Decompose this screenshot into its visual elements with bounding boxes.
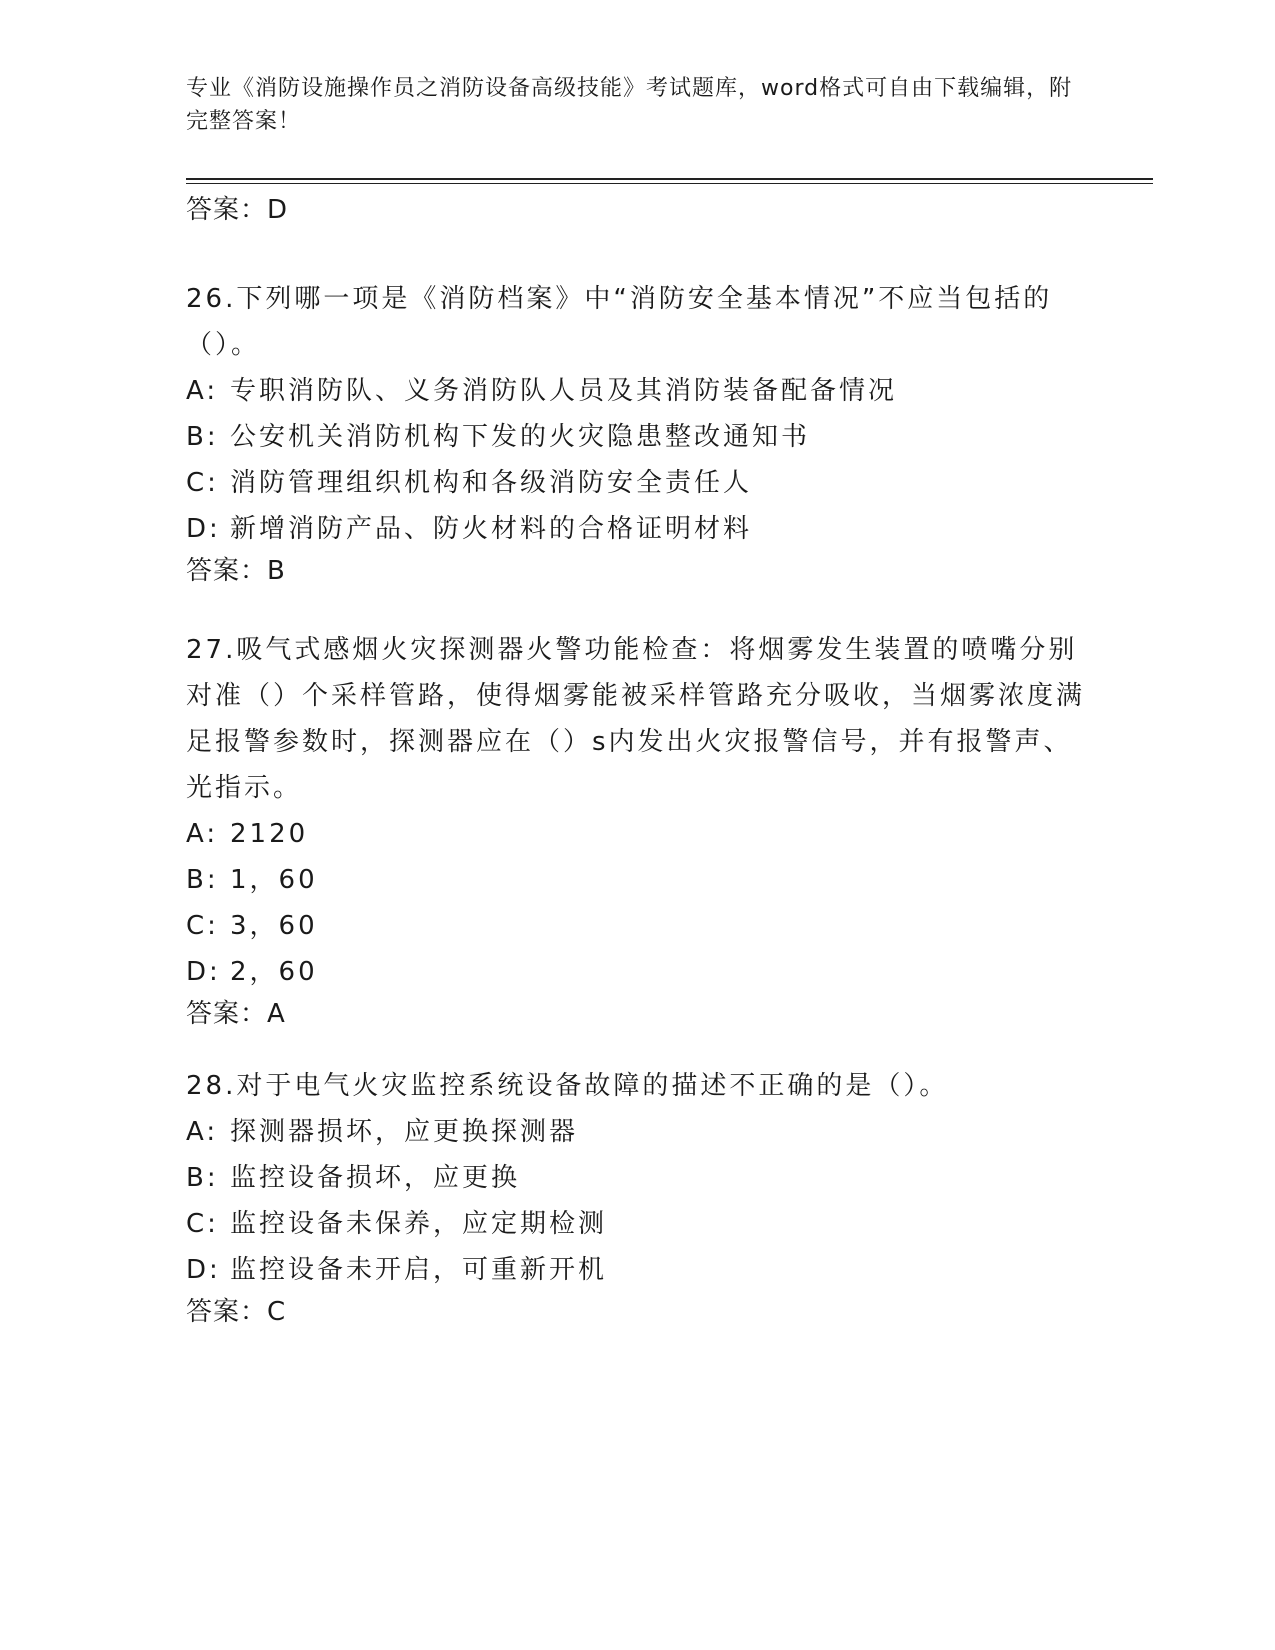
option-letter: B: (186, 865, 219, 895)
option-text: 探测器损坏，应更换探测器 (230, 1117, 579, 1147)
answer-text: 答案：A (186, 999, 286, 1029)
option-d (186, 1247, 1086, 1293)
option-text: 公安机关消防机构下发的火灾隐患整改通知书 (230, 422, 811, 452)
option-text: 监控设备未保养，应定期检测 (230, 1209, 608, 1239)
option-letter: A: (186, 819, 219, 849)
header-intro-text: 专业《消防设施操作员之消防设备高级技能》考试题库，word格式可自由下载编辑，附完整答案！ (186, 76, 1073, 134)
option-letter: D: (186, 957, 221, 987)
option-letter: C: (186, 1209, 219, 1239)
question-text: 27.吸气式感烟火灾探测器火警功能检查：将烟雾发生装置的喷嘴分别对准（）个采样管路，使得烟雾能被采样管路充分吸收，当烟雾浓度满足报警参数时，探测器应在（）s内发出火灾报警信号，并有报警声、光指示。 (186, 635, 1086, 803)
option-text: 消防管理组织机构和各级消防安全责任人 (230, 468, 753, 498)
option-text: 监控设备未开启，可重新开机 (230, 1255, 608, 1285)
option-letter: D: (186, 1255, 221, 1285)
question-block-28 (186, 1063, 1086, 1329)
option-c (186, 903, 1086, 949)
question-block-26 (186, 276, 1086, 588)
option-letter: B: (186, 1163, 219, 1193)
option-c (186, 460, 1086, 506)
option-a (186, 811, 1086, 857)
option-b (186, 857, 1086, 903)
option-letter: D: (186, 514, 221, 544)
option-a (186, 1109, 1086, 1155)
option-text: 2120 (230, 819, 309, 849)
option-letter: C: (186, 468, 219, 498)
option-letter: A: (186, 376, 219, 406)
option-letter: C: (186, 911, 219, 941)
question-block-27 (186, 627, 1086, 1031)
option-text: 3，60 (230, 911, 318, 941)
header-divider-thin (186, 183, 1153, 184)
question-text: 26.下列哪一项是《消防档案》中“消防安全基本情况”不应当包括的（）。 (186, 284, 1053, 360)
option-d (186, 506, 1086, 552)
option-b (186, 1155, 1086, 1201)
answer-text: 答案：B (186, 556, 286, 586)
option-a (186, 368, 1086, 414)
option-letter: B: (186, 422, 219, 452)
option-text: 2，60 (230, 957, 318, 987)
option-text: 新增消防产品、防火材料的合格证明材料 (230, 514, 753, 544)
option-text: 专职消防队、义务消防队人员及其消防装备配备情况 (230, 376, 898, 406)
answer-text: 答案：C (186, 1297, 287, 1327)
option-text: 1，60 (230, 865, 318, 895)
header-divider (186, 178, 1153, 180)
option-b (186, 414, 1086, 460)
option-c (186, 1201, 1086, 1247)
option-text: 监控设备损坏，应更换 (230, 1163, 521, 1193)
option-letter: A: (186, 1117, 219, 1147)
option-d (186, 949, 1086, 995)
previous-answer: 答案：D (186, 195, 289, 225)
question-text: 28.对于电气火灾监控系统设备故障的描述不正确的是（）。 (186, 1071, 949, 1101)
